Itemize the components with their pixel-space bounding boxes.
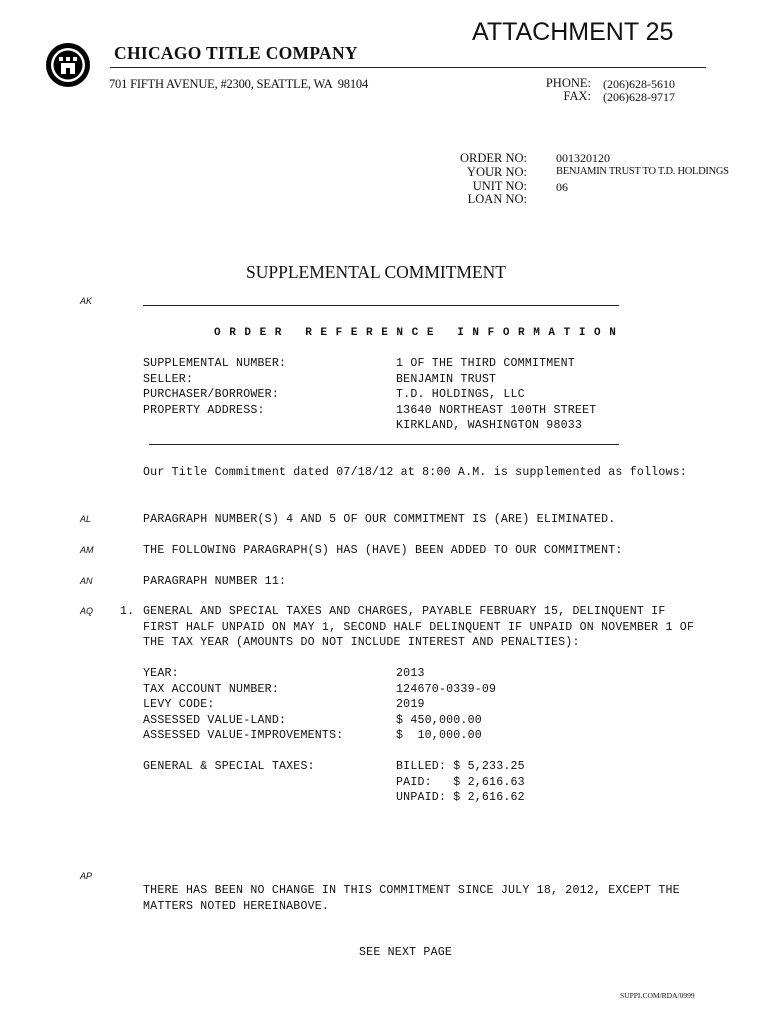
tax-value: 2013	[396, 667, 425, 680]
tax-label: ASSESSED VALUE-IMPROVEMENTS:	[143, 729, 344, 742]
tax-label: YEAR:	[143, 667, 179, 680]
paragraph-am: THE FOLLOWING PARAGRAPH(S) HAS (HAVE) BEEN ADDED TO OUR COMMITMENT:	[143, 544, 623, 557]
field-value: 1 OF THE THIRD COMMITMENT	[396, 357, 575, 370]
item-number: 1.	[120, 605, 135, 618]
side-mark-an: AN	[80, 576, 93, 586]
paragraph-ap-line: MATTERS NOTED HEREINABOVE.	[143, 900, 330, 913]
unit-no-value: 06	[556, 180, 568, 194]
order-reference-heading: ORDER REFERENCE INFORMATION	[214, 327, 625, 339]
intro-text: Our Title Commitment dated 07/18/12 at 8:00 A.M. is supplemented as follows:	[143, 466, 687, 479]
side-mark-ak: AK	[80, 296, 93, 306]
phone-label: PHONE:	[545, 76, 591, 90]
field-value: KIRKLAND, WASHINGTON 98033	[396, 419, 583, 432]
phone-value: (206)628-5610	[603, 77, 675, 91]
tax-value: $ 10,000.00	[396, 729, 482, 742]
side-mark-al: AL	[80, 514, 92, 524]
footer-code: SUPPLCOM/RDA/0999	[620, 991, 695, 1000]
field-label: SELLER:	[143, 373, 194, 386]
paragraph-an: PARAGRAPH NUMBER 11:	[143, 575, 287, 588]
loan-no-label: LOAN NO:	[467, 192, 527, 206]
top-rule	[143, 305, 619, 306]
paragraph-al: PARAGRAPH NUMBER(S) 4 AND 5 OF OUR COMMITMENT IS (ARE) ELIMINATED.	[143, 513, 616, 526]
field-label: PROPERTY ADDRESS:	[143, 404, 265, 417]
field-value: 13640 NORTHEAST 100TH STREET	[396, 404, 597, 417]
field-label: SUPPLEMENTAL NUMBER:	[143, 357, 287, 370]
see-next-page: SEE NEXT PAGE	[359, 946, 453, 959]
paragraph-aq-line: THE TAX YEAR (AMOUNTS DO NOT INCLUDE INTEREST AND PENALTIES):	[143, 636, 580, 649]
bottom-rule	[149, 444, 619, 445]
tax-value: 124670-0339-09	[396, 683, 497, 696]
tax-label: LEVY CODE:	[143, 698, 215, 711]
fax-label: FAX:	[563, 89, 591, 103]
attachment-label: ATTACHMENT 25	[472, 18, 674, 46]
tax-value: 2019	[396, 698, 425, 711]
taxes-paid: PAID: $ 2,616.63	[396, 776, 525, 789]
tax-value: $ 450,000.00	[396, 714, 482, 727]
taxes-unpaid: UNPAID: $ 2,616.62	[396, 791, 525, 804]
paragraph-aq-line: FIRST HALF UNPAID ON MAY 1, SECOND HALF DELINQUENT IF UNPAID ON NOVEMBER 1 OF	[143, 621, 695, 634]
side-mark-am: AM	[80, 545, 94, 555]
taxes-label: GENERAL & SPECIAL TAXES:	[143, 760, 315, 773]
field-value: BENJAMIN TRUST	[396, 373, 497, 386]
tax-label: TAX ACCOUNT NUMBER:	[143, 683, 279, 696]
your-no-value: BENJAMIN TRUST TO T.D. HOLDINGS	[556, 166, 729, 177]
header-divider	[110, 67, 706, 68]
tax-label: ASSESSED VALUE-LAND:	[143, 714, 287, 727]
company-address: 701 FIFTH AVENUE, #2300, SEATTLE, WA 98104	[109, 77, 369, 91]
order-no-value: 001320120	[556, 151, 610, 165]
company-name: CHICAGO TITLE COMPANY	[114, 43, 358, 63]
side-mark-aq: AQ	[80, 606, 94, 616]
side-mark-ap: AP	[80, 871, 93, 881]
fax-value: (206)628-9717	[603, 90, 675, 104]
unit-no-label: UNIT NO:	[472, 179, 527, 193]
paragraph-ap-line: THERE HAS BEEN NO CHANGE IN THIS COMMITMENT SINCE JULY 18, 2012, EXCEPT THE	[143, 884, 680, 897]
field-value: T.D. HOLDINGS, LLC	[396, 388, 525, 401]
field-label: PURCHASER/BORROWER:	[143, 388, 279, 401]
paragraph-aq-line: GENERAL AND SPECIAL TAXES AND CHARGES, PAYABLE FEBRUARY 15, DELINQUENT IF	[143, 605, 666, 618]
company-logo-icon	[44, 41, 92, 89]
page-title: SUPPLEMENTAL COMMITMENT	[246, 262, 506, 282]
order-no-label: ORDER NO:	[459, 151, 527, 165]
your-no-label: YOUR NO:	[466, 165, 527, 179]
taxes-billed: BILLED: $ 5,233.25	[396, 760, 525, 773]
